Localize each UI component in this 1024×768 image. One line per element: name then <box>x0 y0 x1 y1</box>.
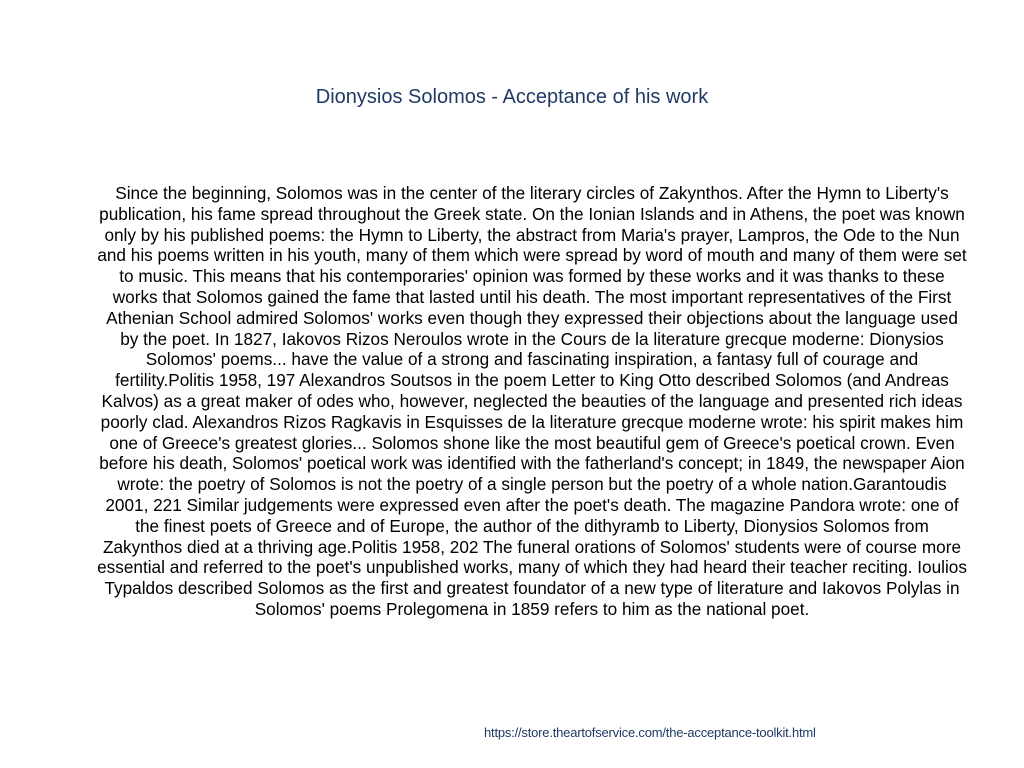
slide-body <box>97 183 967 620</box>
body-paragraph: Since the beginning, Solomos was in the center of the literary circles of Zakynthos. After the Hymn to Liberty's publication, his fame spread throughout the Greek state. On the Ionian Islands and in Athens, the poet was known only by his published poems: the Hymn to Liberty, the abstract from Maria's prayer, Lampros, the Ode to the Nun and his poems written in his youth, many of them which were spread by word of mouth and many of them were set to music. This means that his contemporaries' opinion was formed by these works and it was thanks to these works that Solomos gained the fame that lasted until his death. The most important representatives of the First Athenian School admired Solomos' works even though they expressed their objections about the language used by the poet. In 1827, Iakovos Rizos Neroulos wrote in the Cours de la literature grecque moderne: Dionysios Solomos' poems... have the value of a strong and fascinating inspiration, a fantasy full of courage and fertility.Politis 1958, 197 Alexandros Soutsos in the poem Letter to King Otto described Solomos (and Andreas Kalvos) as a great maker of odes who, however, neglected the beauties of the language and presented rich ideas poorly clad. Alexandros Rizos Ragkavis in Esquisses de la literature grecque moderne wrote: his spirit makes him one of Greece's greatest glories... Solomos shone like the most beautiful gem of Greece's poetical crown. Even before his death, Solomos' poetical work was identified with the fatherland's concept; in 1849, the newspaper Aion wrote: the poetry of Solomos is not the poetry of a single person but the poetry of a whole nation.Garantoudis 2001, 221 Similar judgements were expressed even after the poet's death. The magazine Pandora wrote: one of the finest poets of Greece and of Europe, the author of the dithyramb to Liberty, Dionysios Solomos from Zakynthos died at a thriving age.Politis 1958, 202 The funeral orations of Solomos' students were of course more essential and referred to the poet's unpublished works, many of which they had heard their teacher reciting. Ioulios Typaldos described Solomos as the first and greatest foundator of a new type of literature and Iakovos Polylas in Solomos' poems Prolegomena in 1859 refers to him as the national poet. <box>97 183 967 619</box>
slide-title: Dionysios Solomos - Acceptance of his work <box>315 86 709 108</box>
source-link[interactable]: https://store.theartofservice.com/the-acceptance-toolkit.html <box>484 725 816 740</box>
